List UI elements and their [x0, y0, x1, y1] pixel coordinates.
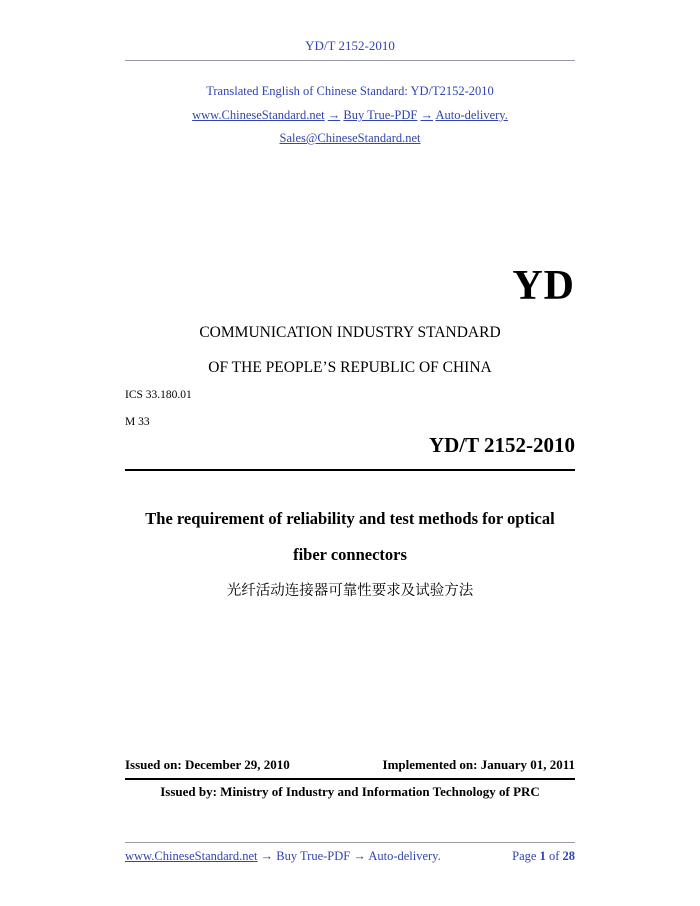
sales-email-link[interactable] [125, 131, 575, 146]
ics-code: ICS 33.180.01 [125, 389, 192, 401]
issued-by: Issued by: Ministry of Industry and Information Technology of PRC [160, 784, 540, 799]
org-name-line1: COMMUNICATION INDUSTRY STANDARD [199, 324, 501, 341]
issue-divider [125, 778, 575, 780]
title-chinese: 光纤活动连接器可靠性要求及试验方法 [226, 583, 474, 599]
site-link-text: www.ChineseStandard.net [192, 108, 325, 122]
page-label: Page [512, 849, 537, 863]
translated-note: Translated English of Chinese Standard: YD/T2152-2010 [206, 84, 494, 98]
footer-divider [125, 842, 575, 843]
title-english-line1: The requirement of reliability and test methods for optical [145, 509, 555, 528]
standard-logo: YD [512, 263, 575, 309]
title-english-line2: fiber connectors [293, 545, 407, 564]
sales-email-text: Sales@ChineseStandard.net [279, 131, 421, 145]
arrow-icon: → [353, 849, 366, 863]
standard-number-divider [125, 469, 575, 471]
footer-auto-delivery-text: Auto-delivery. [368, 849, 441, 863]
issued-on-date: Issued on: December 29, 2010 [125, 757, 290, 772]
classification-code: M 33 [125, 416, 150, 428]
footer-buy-true-pdf-text: Buy True-PDF [276, 849, 351, 863]
page-indicator [512, 849, 575, 864]
page-of-label: of [548, 849, 560, 863]
page-total: 28 [562, 849, 575, 863]
arrow-icon: → [327, 108, 341, 122]
page-number: 1 [539, 849, 546, 863]
org-name-line2: OF THE PEOPLE’S REPUBLIC OF CHINA [208, 359, 492, 376]
arrow-icon: → [260, 849, 274, 863]
footer-site-link-text: www.ChineseStandard.net [125, 849, 258, 863]
buy-true-pdf-text: Buy True-PDF [343, 108, 418, 122]
header-divider [125, 60, 575, 61]
footer-buy-link[interactable] [125, 849, 441, 864]
issue-dates-row [125, 757, 575, 773]
buy-link-line[interactable] [125, 108, 575, 123]
implemented-on-date: Implemented on: January 01, 2011 [382, 757, 575, 772]
standard-number: YD/T 2152-2010 [428, 433, 575, 457]
auto-delivery-text: Auto-delivery. [435, 108, 508, 122]
footer-row [125, 849, 575, 864]
header-doc-code: YD/T 2152-2010 [305, 38, 395, 53]
arrow-icon: → [420, 108, 433, 122]
